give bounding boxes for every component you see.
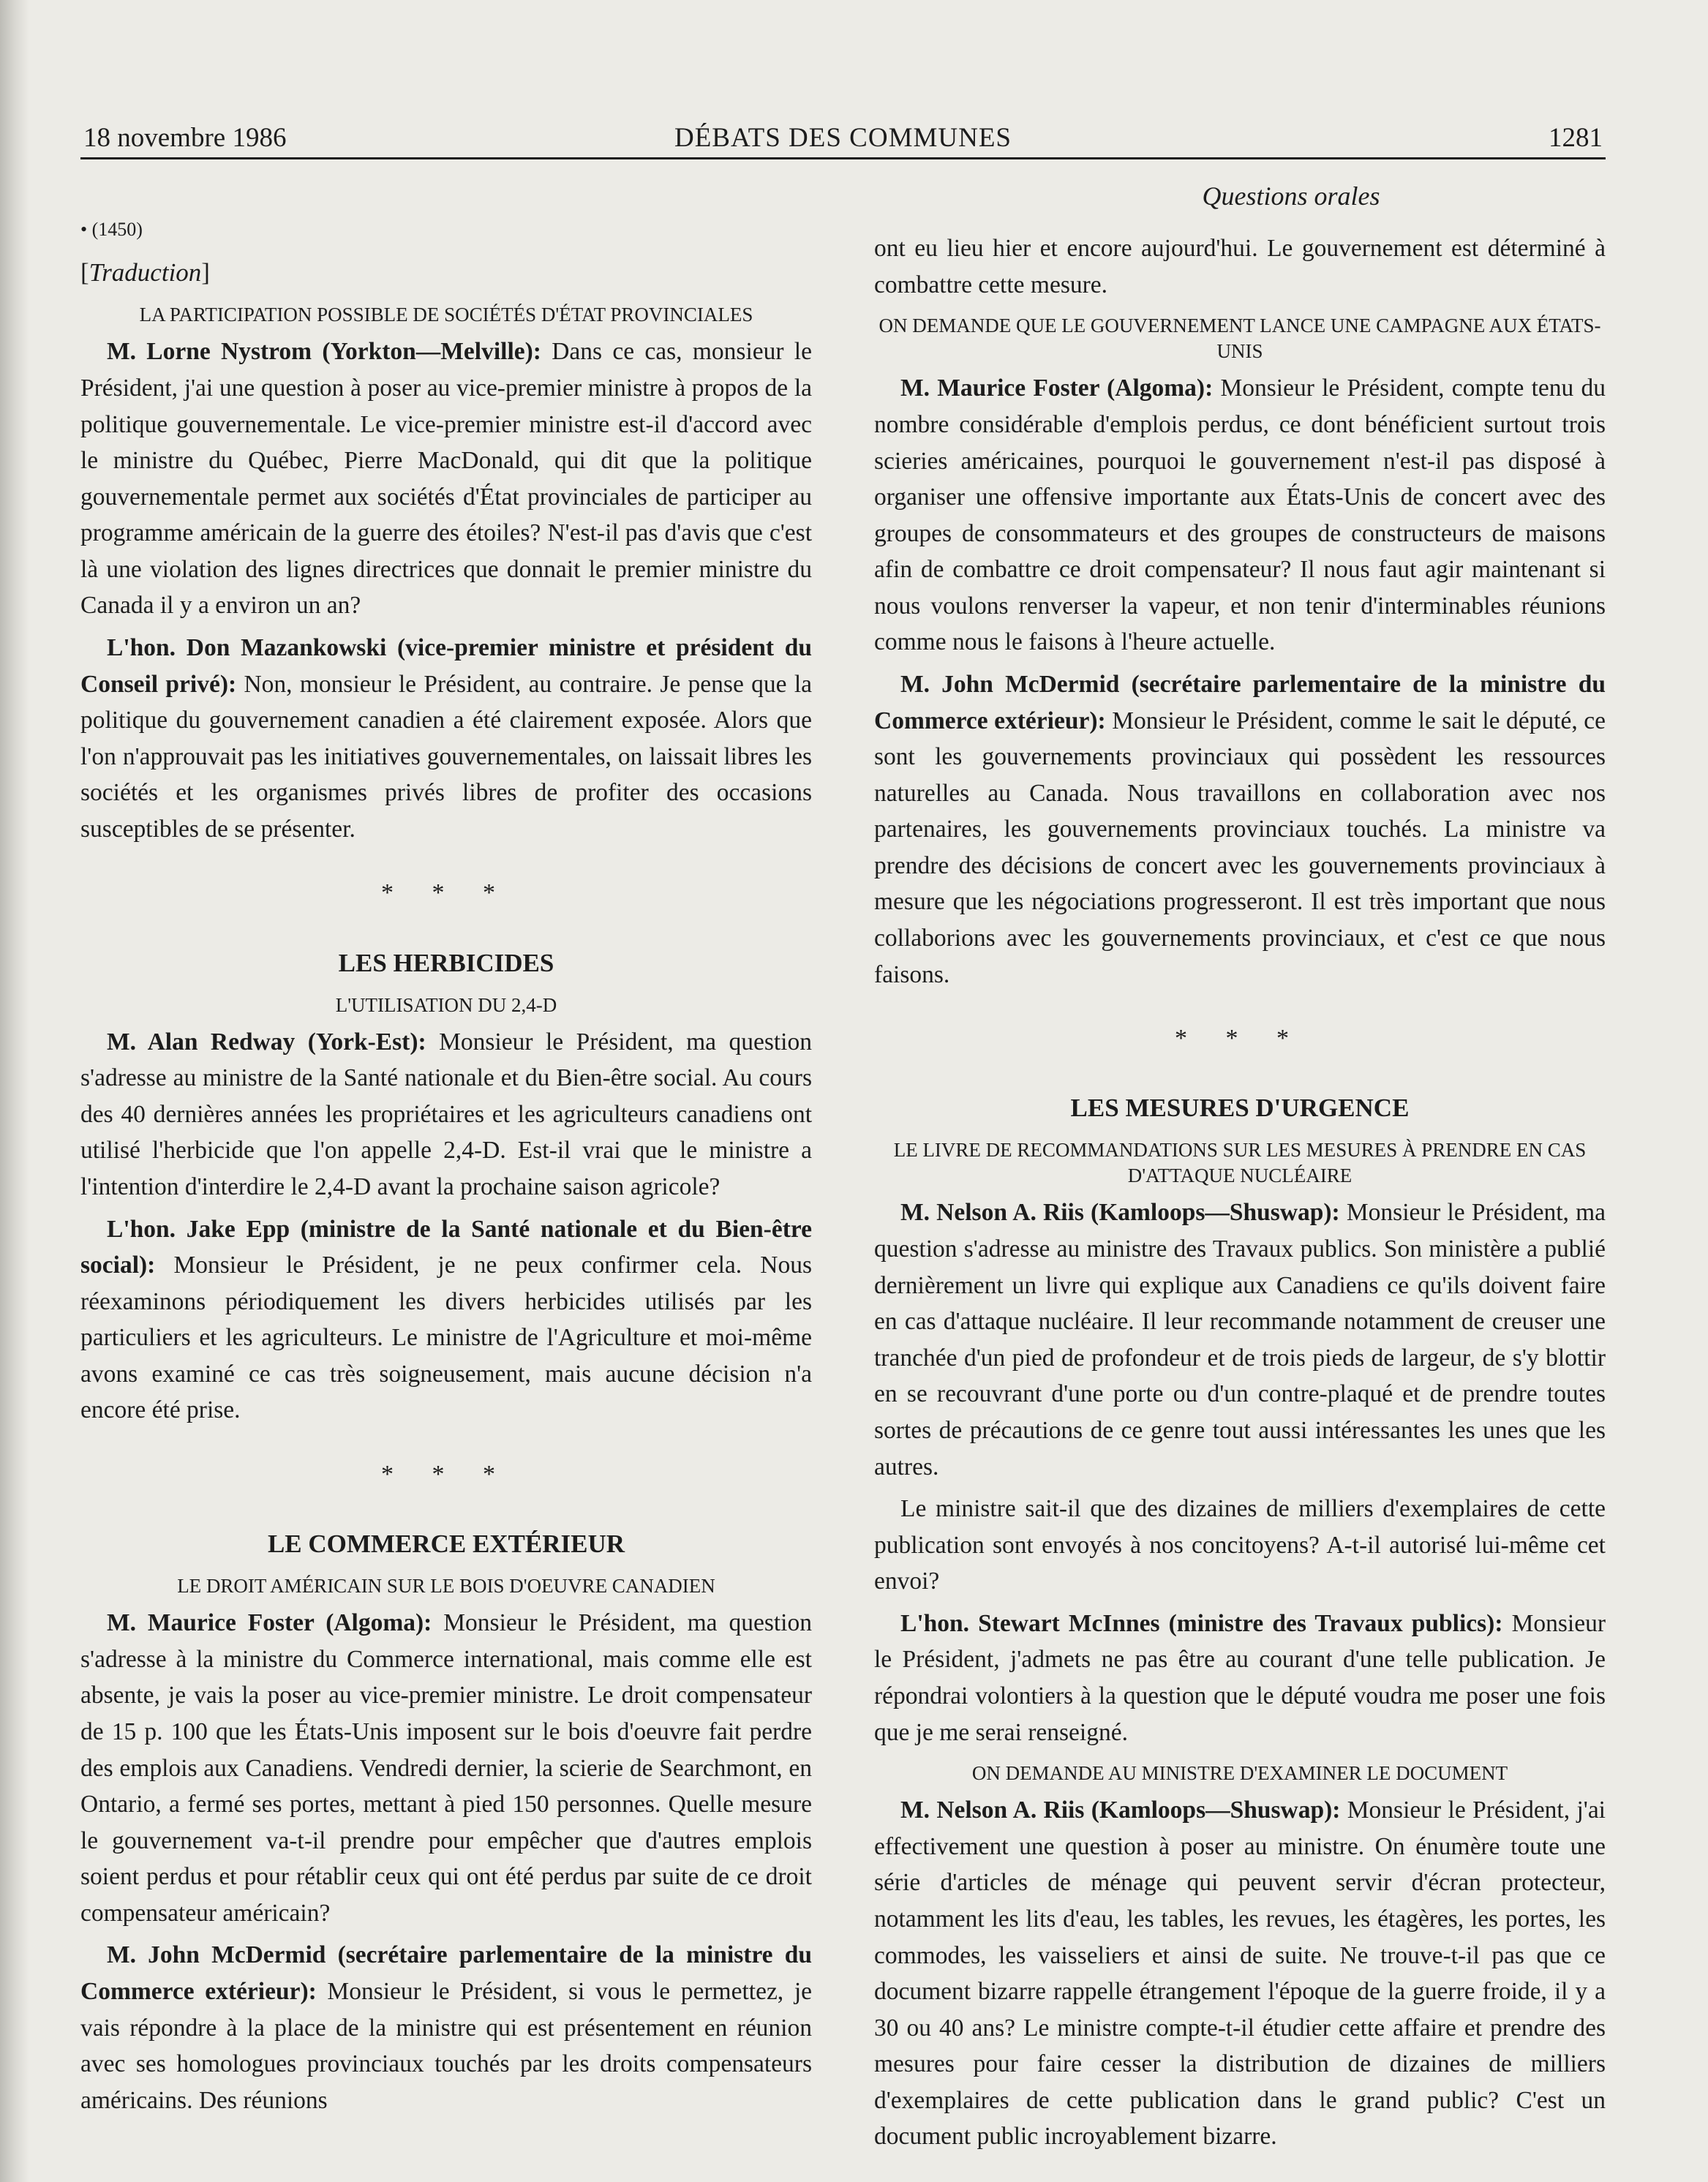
paragraph (874, 666, 1606, 993)
paragraph (874, 1606, 1606, 1750)
paragraph (874, 1195, 1606, 1485)
page-number: 1281 (1549, 123, 1603, 153)
paragraph: Le ministre sait-il que des dizaines de milliers d'exemplaires de cette publication sont envoyés à nos concitoyens? A-t-il autorisé lui-même cet envoi? (874, 1495, 1606, 1595)
paragraph (80, 1605, 812, 1931)
speaker-name: M. Lorne Nystrom (Yorkton—Melville): (107, 338, 541, 366)
speaker-name: M. Maurice Foster (Algoma): (107, 1609, 432, 1637)
speaker-name: L'hon. Jake Epp (ministre de la Santé nationale et du Bien-être social): (80, 1215, 812, 1279)
paragraph (80, 630, 812, 847)
subheading: LE DROIT AMÉRICAIN SUR LE BOIS D'OEUVRE CANADIEN (177, 1575, 715, 1598)
main-heading: LE COMMERCE EXTÉRIEUR (267, 1530, 625, 1559)
header-title: DÉBATS DES COMMUNES (674, 123, 1012, 153)
paragraph (80, 334, 812, 624)
main-heading: LES HERBICIDES (338, 948, 554, 977)
speaker-name: M. Nelson A. Riis (Kamloops—Shuswap): (900, 1797, 1341, 1824)
page-header (80, 121, 1606, 159)
section-separator: * * * (381, 1461, 511, 1489)
page-spine-shadow (0, 0, 29, 2182)
speech-text: Monsieur le Président, ma question s'adresse au ministre de la Santé nationale et du Bien-être social. Au cours des 40 dernières années les propriétaires et les agriculteurs canadiens ont utilisé l'herbicide que l'on appelle 2,4-D. Est-il vrai que le ministre a l'intention d'interdire le 2,4-D avant la prochaine saison agricole? (80, 1028, 812, 1200)
subheading: LE LIVRE DE RECOMMANDATIONS SUR LES MESURES À PRENDRE EN CAS D'ATTAQUE NUCLÉAIRE (893, 1139, 1587, 1187)
speaker-name: L'hon. Stewart McInnes (ministre des Travaux publics): (900, 1609, 1503, 1637)
speech-text: Monsieur le Président, je ne peux confirmer cela. Nous réexaminons périodiquement les divers herbicides utilisés par les particuliers et les agriculteurs. Le ministre de l'Agriculture et moi-même avons examiné ce cas très soigneusement, mais aucune décision n'a encore été prise. (80, 1252, 812, 1424)
subheading: L'UTILISATION DU 2,4-D (335, 993, 557, 1016)
time-marker: • (1450) (80, 219, 143, 240)
subheading: LA PARTICIPATION POSSIBLE DE SOCIÉTÉS D'ÉTAT PROVINCIALES (139, 304, 753, 326)
paragraph: ont eu lieu hier et encore aujourd'hui. Le gouvernement est déterminé à combattre cette mesure. (874, 235, 1606, 298)
right-column (874, 230, 1606, 2161)
header-date: 18 novembre 1986 (83, 123, 287, 153)
paragraph (80, 1024, 812, 1205)
speaker-name: M. Alan Redway (York-Est): (107, 1028, 426, 1056)
speech-text: Monsieur le Président, j'ai effectivement une question à poser au ministre. On énumère toute une série d'articles de ménage qui peuvent servir d'écran protecteur, notamment les lits d'eau, les tables, les revues, les étagères, les portes, les commodes, les vaisseliers et ainsi de suite. Ne trouve-t-il pas que ce document bizarre rappelle étrangement l'époque de la guerre froide, il y a 30 ou 40 ans? Le ministre compte-t-il étudier cette affaire et prendre des mesures pour faire cesser la distribution de dizaines de milliers d'exemplaires de cette publication dans le grand public? C'est un document public incroyablement bizarre. (874, 1797, 1606, 2151)
speaker-name: M. Maurice Foster (Algoma): (900, 375, 1214, 402)
section-separator: * * * (381, 879, 511, 907)
section-separator: * * * (1175, 1025, 1305, 1053)
subheading: ON DEMANDE AU MINISTRE D'EXAMINER LE DOCUMENT (971, 1762, 1508, 1785)
paragraph (80, 1937, 812, 2118)
speech-text: Non, monsieur le Président, au contraire. Je pense que la politique du gouvernement canadien a été clairement exposée. Alors que l'on n'approuvait pas les initiatives gouvernementales, on laissait libres les sociétés et les organismes privés libres de profiter des occasions susceptibles de se présenter. (80, 670, 812, 843)
speaker-name: M. John McDermid (secrétaire parlementaire de la ministre du Commerce extérieur): (874, 670, 1606, 734)
speaker-name: M. Nelson A. Riis (Kamloops—Shuswap): (900, 1199, 1340, 1227)
language-note-close: ] (201, 258, 210, 287)
language-note-text: Traduction (89, 258, 202, 287)
paragraph (874, 370, 1606, 661)
speech-text: Monsieur le Président, ma question s'adresse à la ministre du Commerce international, mais comme elle est absente, je vais la poser au vice-premier ministre. Le droit compensateur de 15 p. 100 que les États-Unis imposent sur le bois d'oeuvre fait perdre des emplois aux Canadiens. Vendredi dernier, la scierie de Searchmont, en Ontario, a fermé ses portes, mettant à pied 150 personnes. Quelle mesure le gouvernement va-t-il prendre pour empêcher que d'autres emplois soient perdus et pour rétablir ceux qui ont été perdus par suite de ce droit compensateur américain? (80, 1609, 812, 1927)
language-note-open: [ (80, 258, 89, 287)
speech-text: Dans ce cas, monsieur le Président, j'ai une question à poser au vice-premier ministre à propos de la politique gouvernementale. Le vice-premier ministre est-il d'accord avec le ministre du Québec, Pierre MacDonald, qui dit que la politique gouvernementale permet aux sociétés d'État provinciales de participer au programme américain de la guerre des étoiles? N'est-il pas d'avis que c'est là une violation des lignes directrices que donnait le premier ministre du Canada il y a environ un an? (80, 338, 812, 620)
speech-text: Monsieur le Président, compte tenu du nombre considérable d'emplois perdus, ce dont bénéficient surtout trois scieries américaines, pourquoi le gouvernement n'est-il pas disposé à organiser une offensive importante aux États-Unis de concert avec des groupes de consommateurs et des groupes de constructeurs de maisons afin de combattre ce droit compensateur? Il nous faut agir maintenant si nous voulons renverser la vapeur, et non tenir d'interminables réunions comme nous le faisons à l'heure actuelle. (874, 375, 1606, 656)
language-note (80, 254, 812, 292)
paragraph (874, 1792, 1606, 2155)
speech-text: Monsieur le Président, ma question s'adresse au ministre des Travaux publics. Son ministère a publié dernièrement un livre qui explique aux Canadiens ce qu'ils doivent faire en cas d'attaque nucléaire. Il leur recommande notamment de creuser une tranchée d'un pied de profondeur et de trois pieds de largeur, de s'y blottir en se recouvrant d'une porte ou d'un contre-plaqué et de prendre toutes sortes de précautions de ce genre tout aussi intéressantes les unes que les autres. (874, 1199, 1606, 1481)
section-heading: Questions orales (1202, 181, 1380, 211)
left-column (80, 216, 812, 2124)
speech-text: Monsieur le Président, j'admets ne pas être au courant d'une telle publication. Je répondrai volontiers à la question que le député voudra me poser une fois que je me serai renseigné. (874, 1609, 1606, 1746)
speaker-name: M. John McDermid (secrétaire parlementaire de la ministre du Commerce extérieur): (80, 1941, 812, 2005)
speech-text: Monsieur le Président, comme le sait le député, ce sont les gouvernements provinciaux qui possèdent les ressources naturelles au Canada. Nous travaillons en collaboration avec nos partenaires, les gouvernements provinciaux touchés. La ministre va prendre des décisions de concert avec les gouvernements provinciaux à mesure que les négociations progresseront. Il est très important que nous collaborions avec les gouvernements provinciaux, et c'est ce que nous faisons. (874, 707, 1606, 988)
speaker-name: L'hon. Don Mazankowski (vice-premier ministre et président du Conseil privé): (80, 633, 812, 698)
paragraph (80, 1211, 812, 1429)
subheading: ON DEMANDE QUE LE GOUVERNEMENT LANCE UNE CAMPAGNE AUX ÉTATS-UNIS (879, 315, 1601, 363)
document-page (80, 113, 1606, 2162)
speech-text: Monsieur le Président, si vous le permettez, je vais répondre à la place de la ministre qui est présentement en réunion avec ses homologues provinciaux touchés par les droits compensateurs américains. Des réunions (80, 1978, 813, 2114)
main-heading: LES MESURES D'URGENCE (1070, 1094, 1410, 1123)
